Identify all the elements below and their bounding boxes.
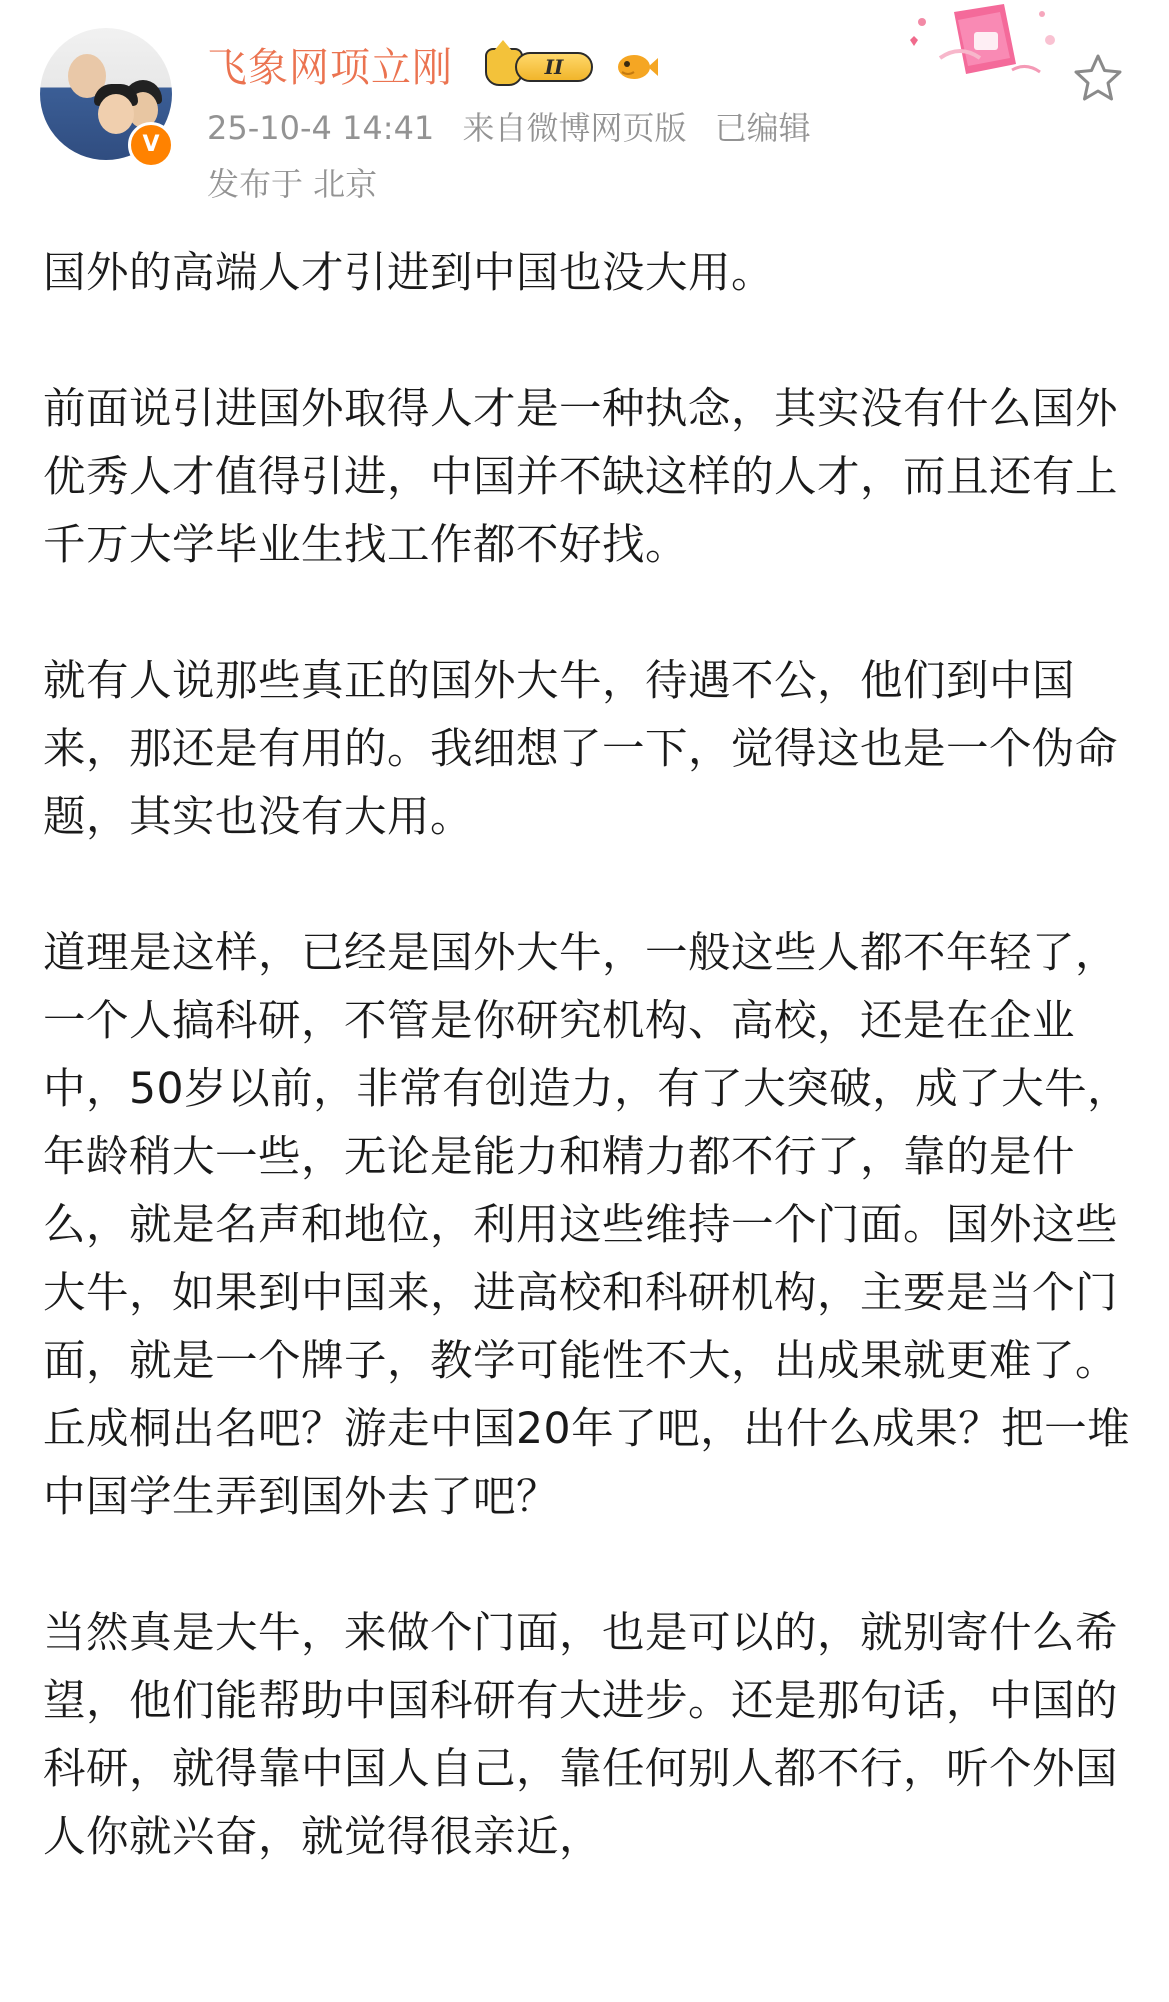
bottom-fade (0, 1930, 1169, 2002)
post-paragraph-1: 国外的高端人才引进到中国也没大用。 (43, 249, 775, 298)
edited-label[interactable]: 已编辑 (714, 109, 811, 147)
post-body (43, 240, 1133, 1940)
vip-level-label: II (515, 52, 593, 82)
post-location: 发布于 北京 (207, 165, 378, 203)
author-avatar[interactable] (40, 28, 185, 168)
star-icon[interactable] (1072, 52, 1124, 104)
post-paragraph-2: 前面说引进国外取得人才是一种执念，其实没有什么国外优秀人才值得引进，中国并不缺这样的人才，而且还有上千万大学毕业生找工作都不好找。 (43, 385, 1119, 570)
fish-icon (614, 50, 658, 84)
post-header (0, 0, 1169, 230)
post-paragraph-3: 就有人说那些真正的国外大牛，待遇不公，他们到中国来，那还是有用的。我细想了一下，觉得这也是一个伪命题，其实也没有大用。 (43, 657, 1119, 842)
gift-sticker-icon (900, 0, 1065, 90)
author-name[interactable]: 飞象网项立刚 (207, 45, 453, 91)
crown-vip-icon[interactable] (485, 48, 601, 88)
post-source[interactable]: 来自微博网页版 (462, 109, 687, 147)
post-timestamp: 25-10-4 14:41 (207, 109, 435, 147)
post-paragraph-4: 道理是这样，已经是国外大牛，一般这些人都不年轻了，一个人搞科研，不管是你研究机构、高校，还是在企业中，50岁以前，非常有创造力，有了大突破，成了大牛，年龄稍大一些，无论是能力和精力都不行了，靠的是什么，就是名声和地位，利用这些维持一个门面。国外这些大牛，如果到中国来，进高校和科研机构，主要是当个门面，就是一个牌子，教学可能性不大，出成果就更难了。丘成桐出名吧？游走中国20年了吧，出什么成果？把一堆中国学生弄到国外去了吧？ (43, 929, 1131, 1522)
post-paragraph-5: 当然真是大牛，来做个门面，也是可以的，就别寄什么希望，他们能帮助中国科研有大进步。还是那句话，中国的科研，就得靠中国人自己，靠任何别人都不行，听个外国人你就兴奋，就觉得很亲近， (43, 1609, 1119, 1862)
post-meta (207, 106, 829, 150)
verified-v-icon: V (128, 122, 174, 168)
